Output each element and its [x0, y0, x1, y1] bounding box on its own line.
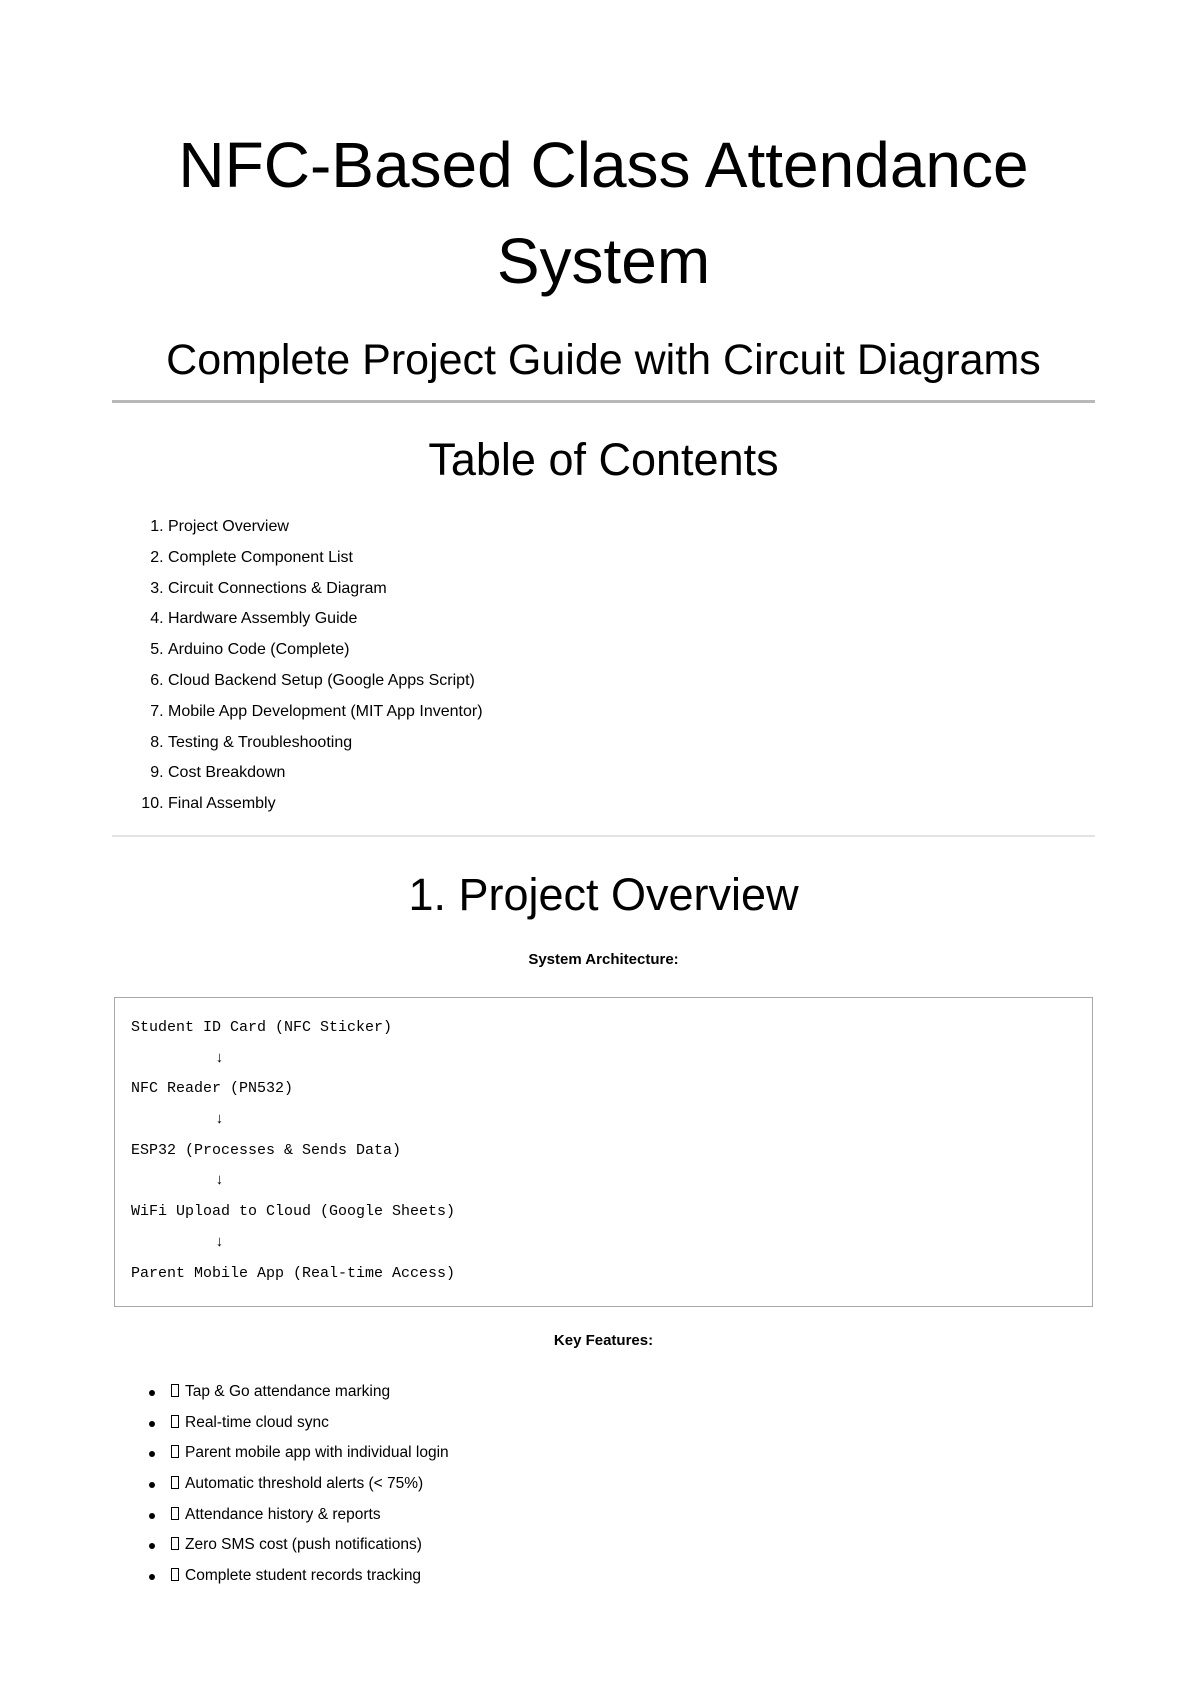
toc-item-label: Testing & Troubleshooting — [168, 733, 353, 751]
section-divider — [112, 400, 1095, 403]
toc-item-label: Hardware Assembly Guide — [168, 610, 358, 628]
architecture-line: WiFi Upload to Cloud (Google Sheets) — [131, 1203, 456, 1221]
toc-item-label: Cloud Backend Setup (Google Apps Script) — [168, 671, 475, 689]
missing-glyph-icon — [171, 1415, 179, 1428]
feature-item — [150, 1500, 449, 1531]
toc-item-label: Project Overview — [168, 518, 289, 535]
document-title — [112, 117, 1095, 309]
missing-glyph-icon — [171, 1445, 179, 1458]
toc-item-number: 6. — [150, 671, 164, 689]
toc-item[interactable] — [130, 604, 483, 635]
toc-list — [130, 512, 483, 820]
missing-glyph-icon — [171, 1568, 179, 1581]
toc-item-label: Complete Component List — [168, 548, 353, 566]
feature-item — [150, 1408, 449, 1439]
architecture-line: ESP32 (Processes & Sends Data) — [131, 1141, 402, 1159]
architecture-caption: System Architecture: — [528, 951, 679, 968]
feature-label: Complete student records tracking — [185, 1567, 422, 1585]
features-list — [150, 1377, 449, 1592]
section-divider — [112, 835, 1095, 837]
bullet-icon — [149, 1451, 155, 1457]
flow-arrow-icon: ↓ — [215, 1233, 225, 1251]
document-title-line-2: System — [496, 225, 711, 297]
toc-item[interactable] — [130, 635, 483, 666]
bullet-icon — [149, 1390, 155, 1396]
architecture-line: NFC Reader (PN532) — [131, 1080, 294, 1098]
missing-glyph-icon — [171, 1537, 179, 1550]
feature-label: Parent mobile app with individual login — [185, 1444, 449, 1462]
toc-item-label: Circuit Connections & Diagram — [168, 579, 387, 597]
toc-item[interactable] — [130, 728, 483, 759]
document-title-line-1: NFC-Based Class Attendance — [178, 129, 1029, 201]
toc-item-number: 4. — [150, 610, 164, 628]
toc-item-number: 10. — [141, 795, 164, 813]
toc-heading: Table of Contents — [428, 434, 779, 485]
feature-item — [150, 1469, 449, 1500]
toc-item-label: Arduino Code (Complete) — [168, 641, 350, 659]
toc-item-number: 3. — [150, 579, 164, 597]
toc-item-number: 8. — [150, 733, 164, 751]
feature-label: Automatic threshold alerts (< 75%) — [185, 1475, 424, 1493]
toc-item-number: 2. — [150, 548, 164, 566]
toc-item[interactable] — [130, 543, 483, 574]
architecture-line: Student ID Card (NFC Sticker) — [131, 1019, 393, 1036]
features-caption: Key Features: — [553, 1332, 654, 1349]
toc-item[interactable] — [130, 512, 483, 543]
feature-label: Tap & Go attendance marking — [185, 1383, 391, 1400]
feature-label: Zero SMS cost (push notifications) — [185, 1536, 422, 1554]
toc-item[interactable] — [130, 666, 483, 697]
overview-heading: 1. Project Overview — [408, 869, 799, 920]
feature-item — [150, 1561, 449, 1592]
bullet-icon — [149, 1421, 155, 1427]
architecture-lines — [131, 1013, 455, 1289]
toc-item-number: 7. — [150, 702, 164, 720]
bullet-icon — [149, 1482, 155, 1488]
flow-arrow-icon: ↓ — [215, 1049, 225, 1067]
document-subtitle: Complete Project Guide with Circuit Diagrams — [166, 336, 1041, 384]
missing-glyph-icon — [171, 1507, 179, 1520]
toc-item[interactable] — [130, 789, 483, 820]
bullet-icon — [149, 1543, 155, 1549]
feature-item — [150, 1377, 449, 1408]
toc-item[interactable] — [130, 574, 483, 605]
architecture-line: Parent Mobile App (Real-time Access) — [131, 1264, 456, 1282]
feature-label: Real-time cloud sync — [185, 1413, 329, 1431]
flow-arrow-icon: ↓ — [215, 1111, 225, 1129]
toc-item-label: Cost Breakdown — [168, 764, 286, 782]
flow-arrow-icon: ↓ — [215, 1172, 225, 1190]
feature-label: Attendance history & reports — [185, 1505, 381, 1523]
feature-item — [150, 1438, 449, 1469]
bullet-icon — [149, 1513, 155, 1519]
toc-item[interactable] — [130, 697, 483, 728]
missing-glyph-icon — [171, 1384, 179, 1397]
missing-glyph-icon — [171, 1476, 179, 1489]
toc-item-number: 9. — [150, 764, 164, 782]
toc-item-number: 1. — [150, 518, 164, 535]
bullet-icon — [149, 1574, 155, 1580]
toc-item[interactable] — [130, 758, 483, 789]
toc-item-label: Final Assembly — [168, 795, 276, 813]
toc-item-number: 5. — [150, 641, 164, 659]
toc-item-label: Mobile App Development (MIT App Inventor) — [168, 702, 483, 720]
feature-item — [150, 1530, 449, 1561]
